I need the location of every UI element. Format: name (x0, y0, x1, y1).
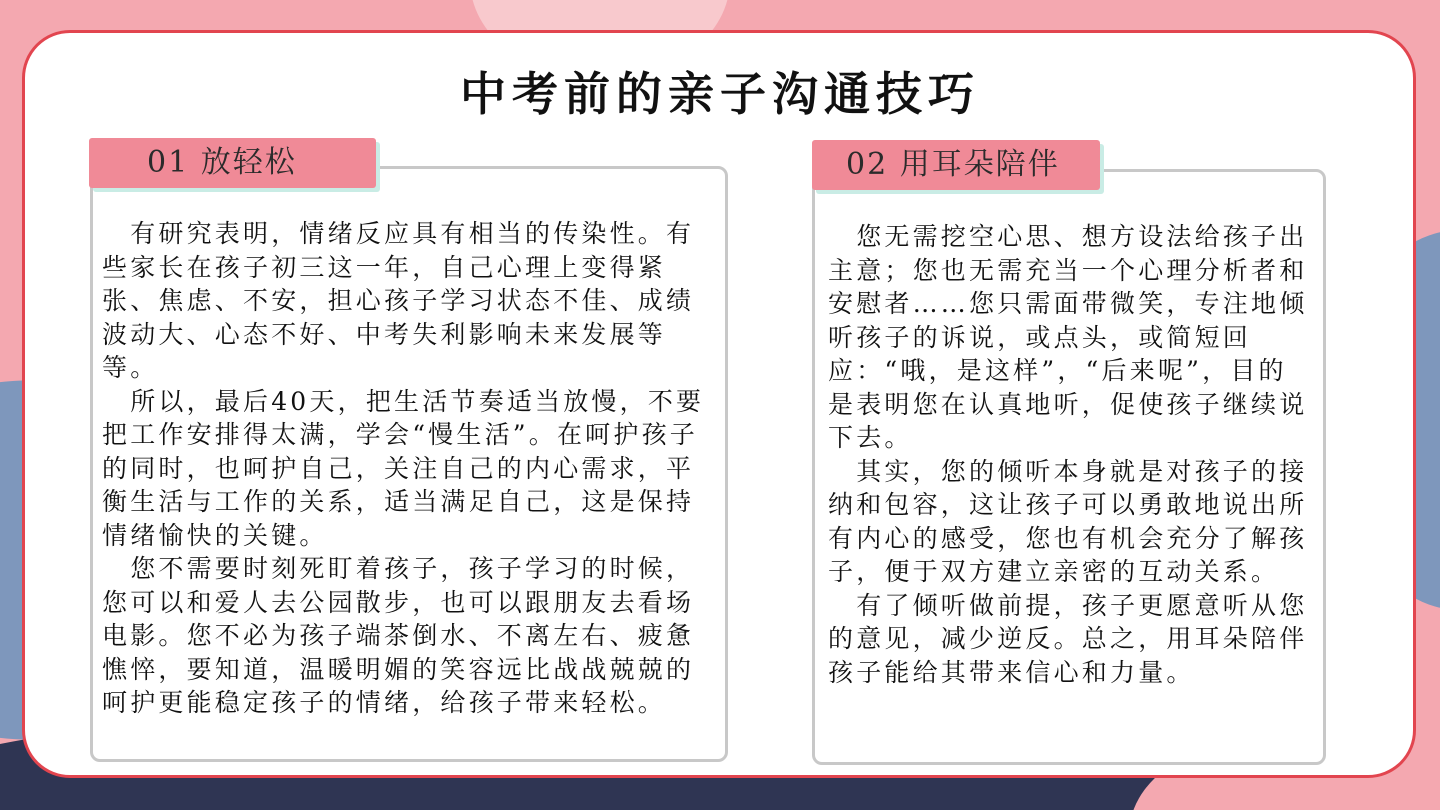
section-2-paragraph: 其实，您的倾听本身就是对孩子的接纳和包容，这让孩子可以勇敢地说出所有内心的感受，您也有机会充分了解孩子，便于双方建立亲密的互动关系。 (828, 456, 1308, 586)
section-1-paragraph: 所以，最后40天，把生活节奏适当放慢，不要把工作安排得太满，学会“慢生活”。在呵护孩子的同时，也呵护自己，关注自己的内心需求，平衡生活与工作的关系，适当满足自己，这是保持情绪愉快的关键。 (102, 386, 705, 550)
section-1-paragraph: 有研究表明，情绪反应具有相当的传染性。有些家长在孩子初三这一年，自己心理上变得紧张、焦虑、不安，担心孩子学习状态不佳、成绩波动大、心态不好、中考失利影响未来发展等等。 (102, 219, 695, 382)
section-2-paragraph: 您无需挖空心思、想方设法给孩子出主意；您也无需充当一个心理分析者和安慰者……您只需面带微笑，专注地倾听孩子的诉说，或点头，或简短回应：“哦，是这样”，“后来呢”，目的是表明您在认真地听，促使孩子继续说下去。 (828, 222, 1308, 452)
slide-title: 中考前的亲子沟通技巧 (460, 67, 980, 121)
section-1-paragraph: 您不需要时刻死盯着孩子，孩子学习的时候，您可以和爱人去公园散步，也可以跟朋友去看场电影。您不必为孩子端茶倒水、不离左右、疲惫憔悴，要知道，温暖明媚的笑容远比战战兢兢的呵护更能稳定孩子的情绪，给孩子带来轻松。 (102, 554, 695, 717)
section-2-paragraph: 有了倾听做前提，孩子更愿意听从您的意见，减少逆反。总之，用耳朵陪伴孩子能给其带来信心和力量。 (828, 590, 1308, 687)
section-1-heading: 01 放轻松 (89, 138, 376, 188)
section-1-body (102, 217, 712, 720)
section-2-body (828, 220, 1314, 689)
section-2-heading: 02 用耳朵陪伴 (812, 140, 1100, 190)
